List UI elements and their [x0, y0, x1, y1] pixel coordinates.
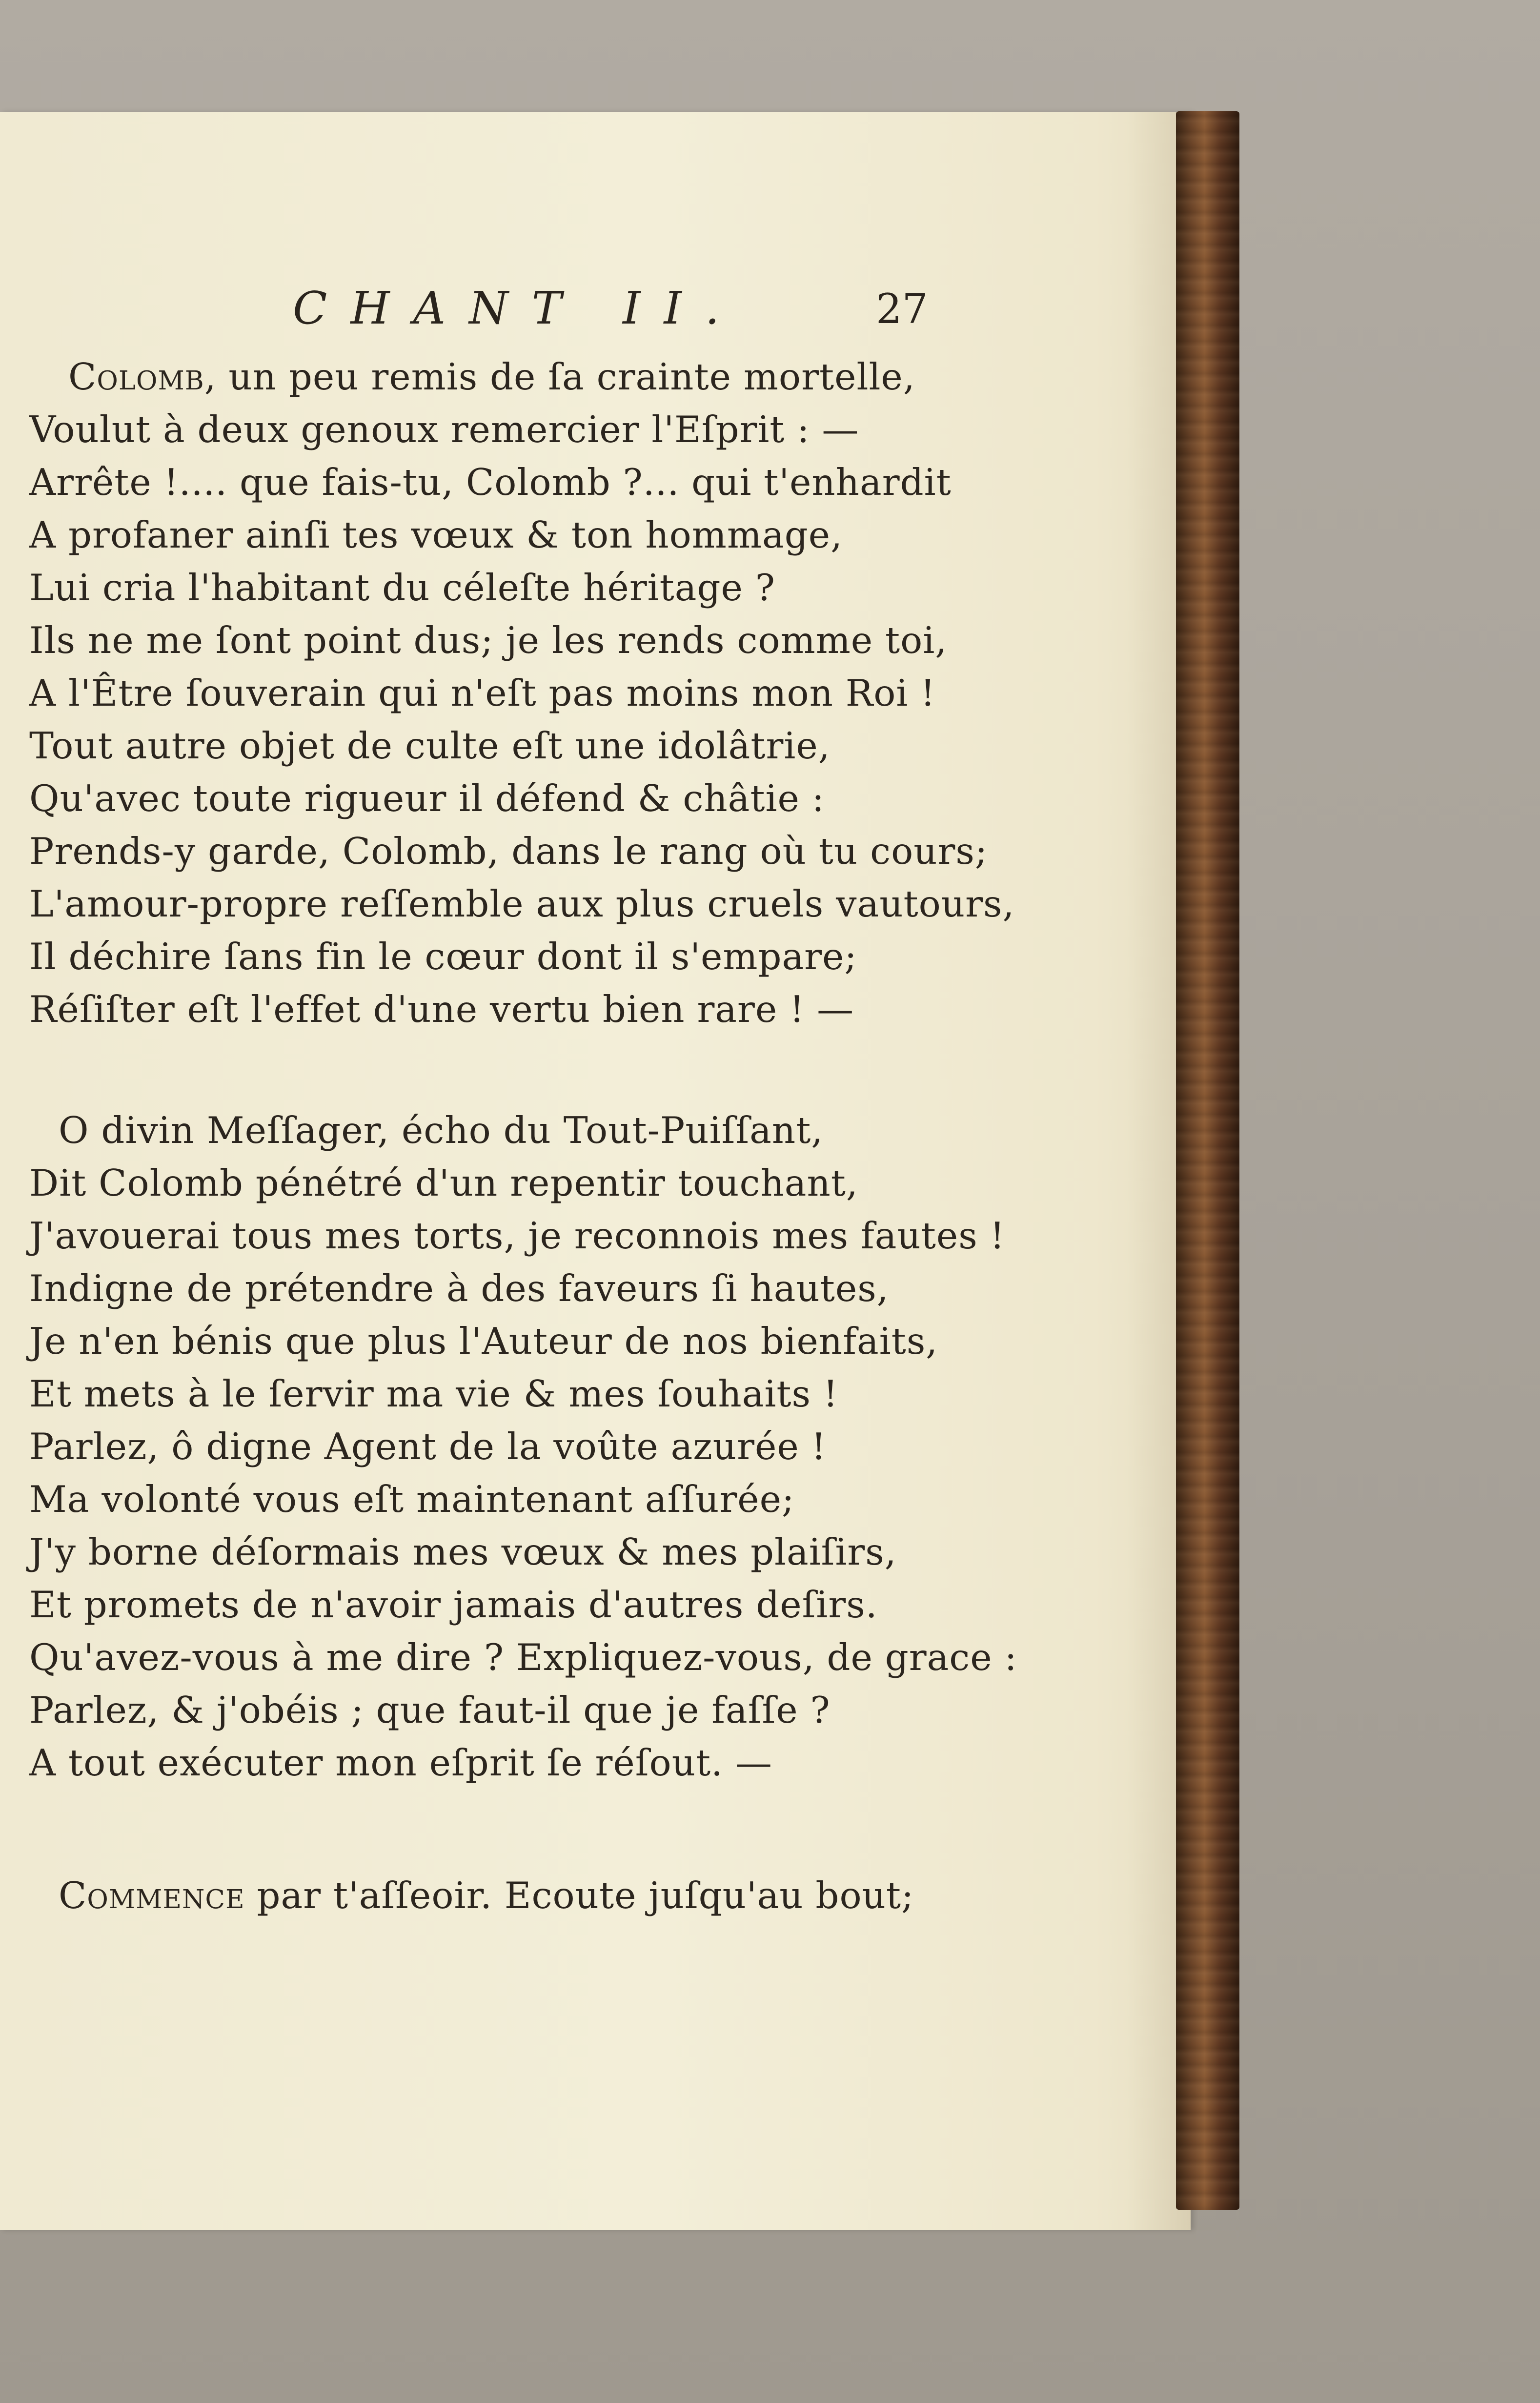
verse-line: Et promets de n'avoir jamais d'autres deſirs. [29, 1583, 878, 1626]
verse-line: L'amour-propre reſſemble aux plus cruels vautours, [29, 882, 1015, 925]
book-spine-texture [1176, 111, 1239, 2210]
verse-lead-word: Commence [59, 1874, 245, 1917]
verse-line: Parlez, & j'obéis ; que faut-il que je faſſe ? [29, 1689, 831, 1731]
verse-line: Dit Colomb pénétré d'un repentir touchant, [29, 1161, 858, 1204]
verse-line: Réſiſter eſt l'effet d'une vertu bien rare ! — [29, 988, 854, 1031]
verse-line: O divin Meſſager, écho du Tout-Puiſſant, [59, 1109, 824, 1152]
verse-line [59, 1869, 914, 1922]
verse-line: Je n'en bénis que plus l'Auteur de nos bienfaits, [29, 1320, 938, 1363]
verse-line: Voulut à deux genoux remercier l'Eſprit : — [29, 408, 859, 451]
verse-line: Prends-y garde, Colomb, dans le rang où tu cours; [29, 830, 988, 873]
verse-line: Qu'avec toute rigueur il défend & châtie : [29, 777, 825, 820]
verse-text: par t'aſſeoir. Ecoute juſqu'au bout; [244, 1874, 914, 1917]
verse-line: Ils ne me ſont point dus; je les rends comme toi, [29, 619, 948, 662]
page-number: 27 [876, 285, 928, 333]
verse-line: A l'Être ſouverain qui n'eſt pas moins mon Roi ! [29, 672, 936, 714]
verse-line [68, 350, 915, 403]
verse-line: Il déchire ſans fin le cœur dont il s'empare; [29, 935, 857, 978]
running-title: CHANT II. [293, 282, 743, 334]
verse-line: Parlez, ô digne Agent de la voûte azurée ! [29, 1425, 827, 1468]
verse-text: , un peu remis de ſa crainte mortelle, [204, 355, 915, 398]
verse-line: Arrête !.... que fais-tu, Colomb ?... qui t'enhardit [29, 461, 952, 504]
verse-line: Ma volonté vous eſt maintenant aſſurée; [29, 1478, 795, 1521]
verse-line: Qu'avez-vous à me dire ? Expliquez-vous, de grace : [29, 1636, 1017, 1679]
verse-line: Et mets à le ſervir ma vie & mes ſouhaits ! [29, 1372, 839, 1415]
verse-line: Indigne de prétendre à des faveurs ſi hautes, [29, 1267, 889, 1310]
verse-line: Lui cria l'habitant du céleſte héritage ? [29, 566, 775, 609]
verse-lead-word: Colomb [68, 355, 204, 398]
verse-line: A profaner ainſi tes vœux & ton hommage, [29, 513, 843, 556]
verse-line: Tout autre objet de culte eſt une idolâtrie, [29, 724, 831, 767]
verse-line: A tout exécuter mon eſprit ſe réſout. — [29, 1741, 772, 1784]
page-header [0, 282, 1191, 346]
verse-line: J'avouerai tous mes torts, je reconnois mes fautes ! [29, 1214, 1005, 1257]
verse-line: J'y borne déſormais mes vœux & mes plaiſirs, [29, 1530, 897, 1573]
